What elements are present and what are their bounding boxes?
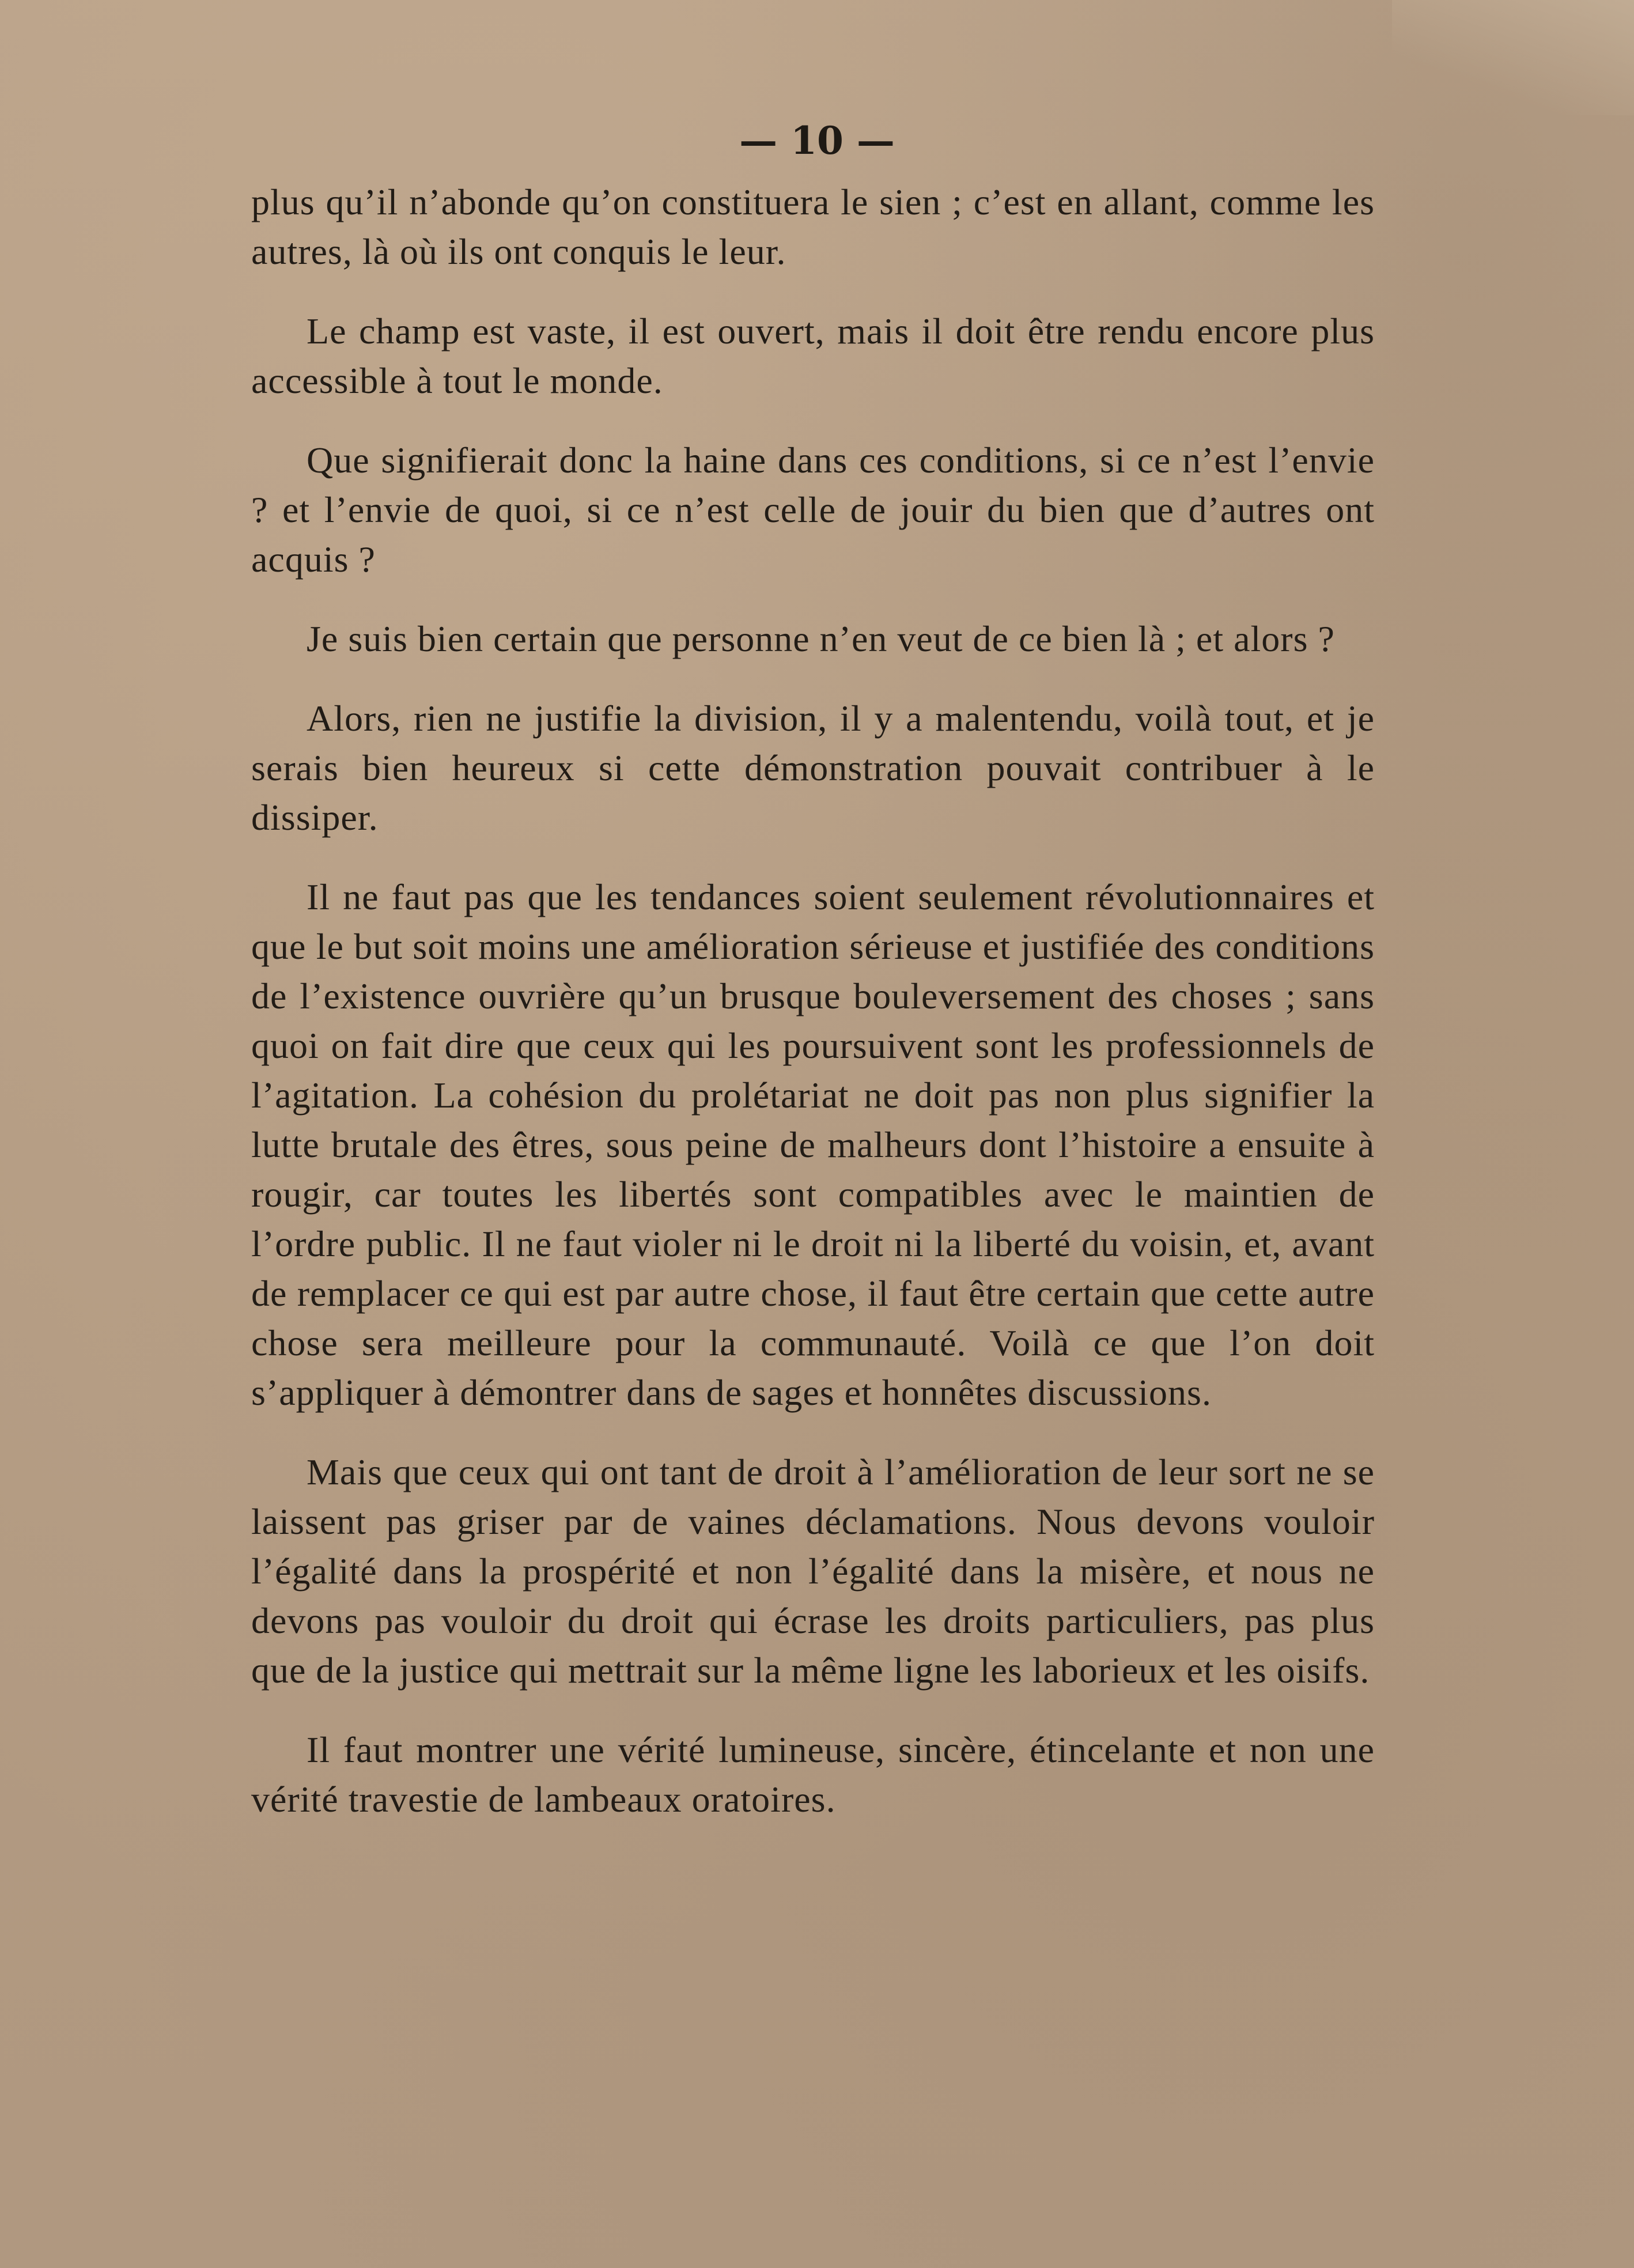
paragraph-3: Que signifierait donc la haine dans ces conditions, si ce n’est l’envie ? et l’envie de quoi, si ce n’est celle de jouir du bien que d’autres ont acquis ? [251, 440, 1375, 580]
page-corner-fold [1392, 0, 1634, 115]
paragraph-2: Le champ est vaste, il est ouvert, mais il doit être rendu encore plus accessible à tout le monde. [251, 311, 1375, 401]
text-body [251, 177, 1375, 1854]
paragraph-8: Il faut montrer une vérité lumineuse, sincère, étincelante et non une vérité travestie de lambeaux oratoires. [251, 1729, 1375, 1820]
paragraph-4: Je suis bien certain que personne n’en veut de ce bien là ; et alors ? [307, 618, 1335, 659]
paragraph-1: plus qu’il n’abonde qu’on constituera le sien ; c’est en allant, comme les autres, là où ils ont conquis le leur. [251, 182, 1375, 272]
paragraph-7: Mais que ceux qui ont tant de droit à l’amélioration de leur sort ne se laissent pas griser par de vaines déclamations. Nous devons vouloir l’égalité dans la prospérité et non l’égalité dans la misère, et nous ne devons pas vouloir du droit qui écrase les droits particuliers, pas plus que de la justice qui mettrait sur la même ligne les laborieux et les oisifs. [251, 1451, 1375, 1691]
page-number: — 10 — [739, 118, 895, 163]
paragraph-6: Il ne faut pas que les tendances soient seulement révolutionnaires et que le but soit moins une amélioration sérieuse et justifiée des conditions de l’existence ouvrière qu’un brusque bouleversement des choses ; sans quoi on fait dire que ceux qui les poursuivent sont les professionnels de l’agitation. La cohésion du prolétariat ne doit pas non plus signifier la lutte brutale des êtres, sous peine de malheurs dont l’histoire a ensuite à rougir, car toutes les libertés sont compatibles avec le maintien de l’ordre public. Il ne faut violer ni le droit ni la liberté du voisin, et, avant de remplacer ce qui est par autre chose, il faut être certain que cette autre chose sera meilleure pour la communauté. Voilà ce que l’on doit s’appliquer à démontrer dans de sages et honnêtes discussions. [251, 876, 1375, 1413]
paragraph-5: Alors, rien ne justifie la division, il y a malentendu, voilà tout, et je serais bien heureux si cette démonstration pouvait contribuer à le dissiper. [251, 698, 1375, 838]
